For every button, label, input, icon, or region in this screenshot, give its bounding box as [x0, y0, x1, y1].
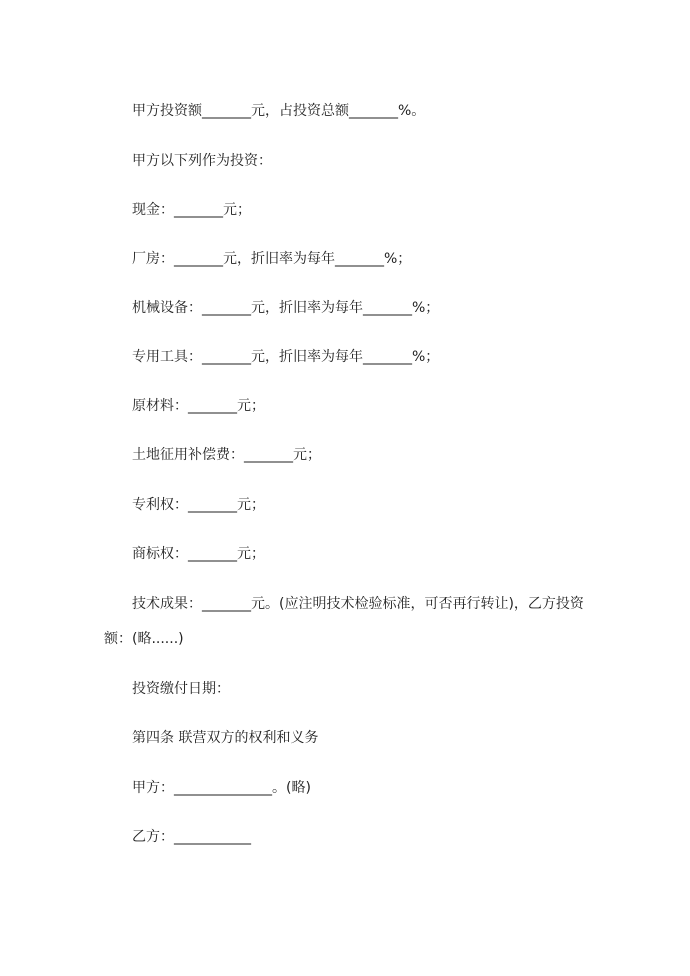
clause-payment-date: 投资缴付日期：: [132, 681, 230, 697]
item-cash: 现金：_______元；: [132, 202, 251, 218]
item-raw-materials: 原材料：_______元；: [132, 398, 265, 414]
item-patent: 专利权：_______元；: [132, 497, 265, 513]
item-factory: 厂房：_______元，折旧率为每年_______%；: [132, 251, 412, 267]
item-technology: 技术成果：_______元。(应注明技术检验标准，可否再行转让)，乙方投资: [132, 596, 584, 612]
item-trademark: 商标权：_______元；: [132, 546, 265, 562]
party-b-line: 乙方：___________: [132, 829, 251, 845]
article-four-heading: 第四条 联营双方的权利和义务: [132, 730, 319, 746]
item-technology-continued: 额：(略......): [104, 631, 184, 647]
clause-investment-amount: 甲方投资额_______元，占投资总额_______%。: [132, 103, 426, 119]
item-machinery: 机械设备：_______元，折旧率为每年_______%；: [132, 300, 440, 316]
item-land-compensation: 土地征用补偿费：_______元；: [132, 447, 321, 463]
party-a-line: 甲方：______________。(略): [132, 780, 311, 796]
clause-investment-form: 甲方以下列作为投资：: [132, 153, 272, 169]
item-tools: 专用工具：_______元，折旧率为每年_______%；: [132, 349, 440, 365]
